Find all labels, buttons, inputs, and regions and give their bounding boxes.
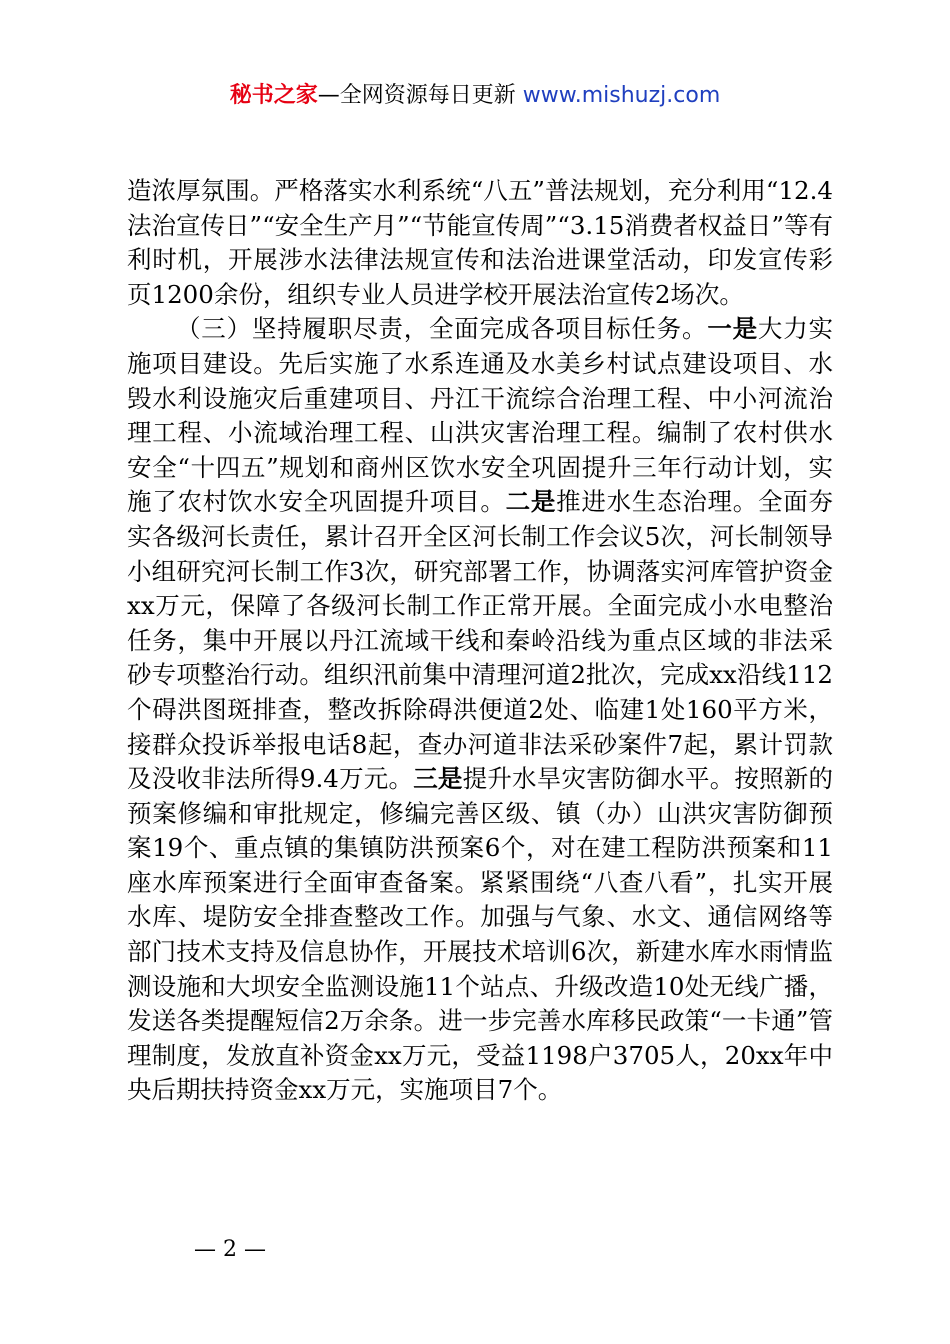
page-number: — 2 — — [194, 1237, 266, 1262]
section-heading: （三）坚持履职尽责，全面完成各项目标任务。 — [176, 314, 708, 344]
item-text-disaster-prevention: 提升水旱灾害防御水平。按照新的预案修编和审批规定，修编完善区级、镇（办）山洪灾害防御预案19个、重点镇的集镇防洪预案6个，对在建工程防洪预案和11座水库预案进行全面审查备案。紧紧围绕“八查八看”，扎实开展水库、堤防安全排查整改工作。加强与气象、水文、通信网络等部门技术支持及信息协作，开展技术培训6次，新建水库水雨情监测设施和大坝安全监测设施11个站点、升级改造10处无线广播，发送各类提醒短信2万余条。进一步完善水库移民政策“一卡通”管理制度，发放直补资金xx万元，受益1198户3705人，20xx年中央后期扶持资金xx万元，实施项目7个。 — [127, 764, 834, 1105]
document-body — [127, 174, 833, 1108]
item-text-project-construction: 大力实施项目建设。先后实施了水系连通及水美乡村试点建设项目、水毁水利设施灾后重建项目、丹江干流综合治理工程、中小河流治理工程、小流域治理工程、山洪灾害治理工程。编制了农村供水安全“十四五”规划和商州区饮水安全巩固提升三年行动计划，实施了农村饮水安全巩固提升项目。 — [127, 314, 834, 517]
site-tagline: —全网资源每日更新 — [317, 83, 523, 108]
site-header-banner — [0, 82, 950, 110]
item-marker-first: 一是 — [707, 314, 758, 344]
site-brand-name: 秘书之家 — [229, 83, 318, 108]
site-url-link[interactable]: www.mishuzj.com — [522, 83, 721, 108]
item-text-water-ecology: 推进水生态治理。全面夯实各级河长责任，累计召开全区河长制工作会议5次，河长制领导小组研究河长制工作3次，研究部署工作，协调落实河库管护资金xx万元，保障了各级河长制工作正常开展。全面完成小水电整治任务，集中开展以丹江流域干线和秦岭沿线为重点区域的非法采砂专项整治行动。组织汛前集中清理河道2批次，完成xx沿线112个碍洪图斑排查，整改拆除碍洪便道2处、临建1处160平方米，接群众投诉举报电话8起，查办河道非法采砂案件7起，累计罚款及没收非法所得9.4万元。 — [127, 487, 834, 794]
item-marker-second: 二是 — [505, 487, 557, 517]
paragraph-legal-publicity: 造浓厚氛围。严格落实水利系统“八五”普法规划，充分利用“12.4法治宣传日”“安全生产月”“节能宣传周”“3.15消费者权益日”等有利时机，开展涉水法律法规宣传和法治进课堂活动，印发宣传彩页1200余份，组织专业人员进学校开展法治宣传2场次。 — [127, 176, 833, 309]
paragraph-project-tasks — [127, 312, 833, 1108]
item-marker-third: 三是 — [413, 764, 463, 794]
